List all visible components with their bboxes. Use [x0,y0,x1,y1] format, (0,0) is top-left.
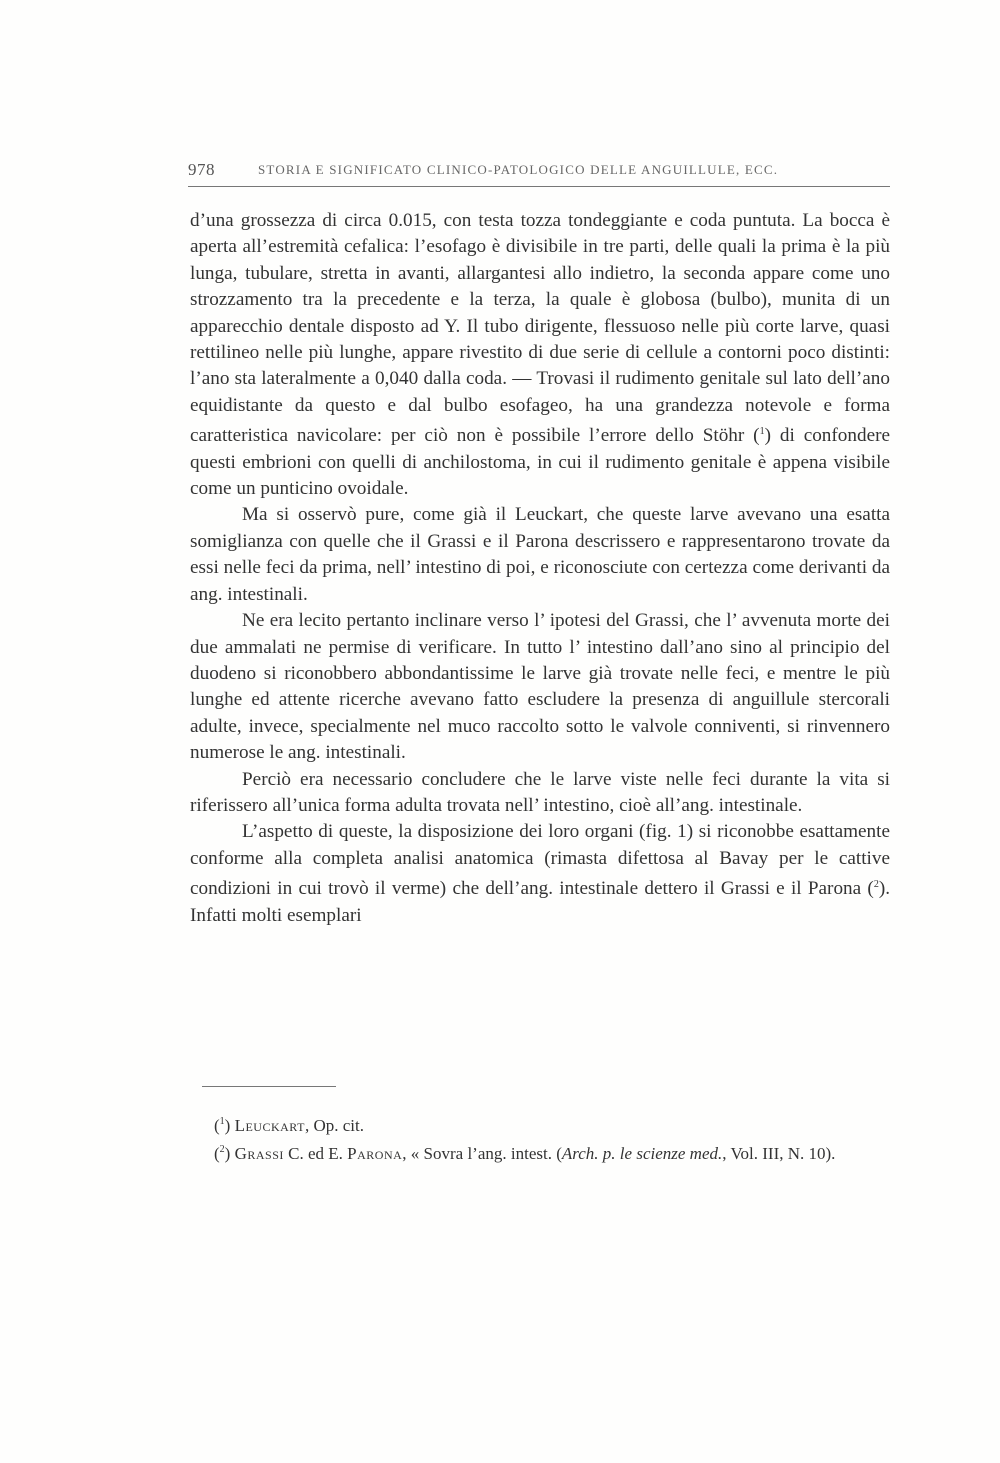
footnote-mark: ( [214,1116,220,1135]
paragraph: Ma si osservò pure, come già il Leuckart, che queste larve avevano una esatta somiglianza con quelle che il Grassi e il Parona descrissero e rappresentarono trovate da essi nelle feci da prima, nell’ intestino di poi, e riconosciute con certezza come derivanti da ang. intestinali. [190,504,890,605]
footnote-text: , Op. cit. [304,1116,364,1135]
paragraph-text: d’una grossezza di circa 0.015, con testa tozza tondeggiante e coda puntuta. La bocca è aperta all’estremità cefalica: l’esofago è divisibile in tre parti, delle quali la prima è la più lunga, tubulare, stretta in avanti, allargantesi allo indietro, la seconda appare come uno strozzamento tra la precedente e la terza, la quale è globosa (bulbo), munita di un apparecchio dentale disposto ad Y. Il tubo dirigente, flessuoso nelle più corte larve, quasi rettilineo nelle più lunghe, appare rivestito di due serie di cellule a contorni poco distinti: l’ano sta lateralmente a 0,040 dalla coda. — Trovasi il rudimento genitale sul lato dell’ano equidistante da questo e dal bulbo esofageo, ha una grandezza notevole e forma caratteristica navicolare: per ciò non è possibile l’errore dello Stöhr ( [190,210,890,447]
footnotes [188,1110,892,1166]
footnote-author: Parona [347,1144,403,1163]
page-number: 978 [188,160,215,179]
paragraph: Ne era lecito pertanto inclinare verso l’ ipotesi del Grassi, che l’ avvenuta morte dei due ammalati ne permise di verificare. In tutto l’ intestino dall’ano sino al principio del duodeno si riconobbero abbondantissime le larve già trovate nelle feci, e mentre le più lunghe ed attente ricerche avevano fatto escludere la presenza di anguillule stercorali adulte, invece, specialmente nel muco raccolto sotto le valvole conniventi, si rinvennero numerose le ang. intestinali. [190,610,890,764]
footnote-text: , « Sovra l’ang. intest. ( [402,1144,562,1163]
footnote-number: 1 [219,1116,225,1127]
footnote-author: Grassi [234,1144,284,1163]
footnote [188,1110,892,1138]
paragraph-text: ) di confondere questi embrioni con quelli di anchilostoma, in cui il rudimento genitale è appena visibile come un punticino ovoidale. [190,425,890,500]
paragraph-text: ). Infatti molti esemplari [190,878,890,926]
running-header [188,160,890,184]
footnote-rule [202,1086,336,1087]
paragraph: Perciò era necessario concludere che le larve viste nelle feci durante la vita si riferissero all’unica forma adulta trovata nell’ intestino, cioè all’ang. intestinale. [190,768,890,816]
footnote-author: Leuckart [234,1116,305,1135]
running-title: STORIA E SIGNIFICATO CLINICO-PATOLOGICO DELLE ANGUILLULE, ECC. [258,162,779,177]
footnote-text: , Vol. III, N. 10). [722,1144,836,1163]
footnote-number: 2 [219,1144,225,1155]
paragraph-text: L’aspetto di queste, la disposizione dei loro organi (fig. 1) si riconobbe esattamente conforme alla completa analisi anatomica (rimasta difettosa al Bavay per le cattive condizioni in cui trovò il verme) che dell’ang. intestinale dettero il Grassi e il Parona ( [190,821,890,900]
footnote-mark: ) [224,1144,231,1163]
footnote-text: C. ed E. [283,1144,348,1163]
footnote-journal: Arch. p. le scienze med. [561,1144,723,1163]
footnote-mark: ( [214,1144,220,1163]
footnote-ref: 1 [759,426,765,438]
footnote-mark: ) [224,1116,231,1135]
footnote-ref: 2 [873,879,879,891]
main-text [190,208,890,929]
paragraph [190,208,890,502]
header-rule [188,186,890,187]
footnote [188,1138,892,1166]
paragraph [190,819,890,929]
